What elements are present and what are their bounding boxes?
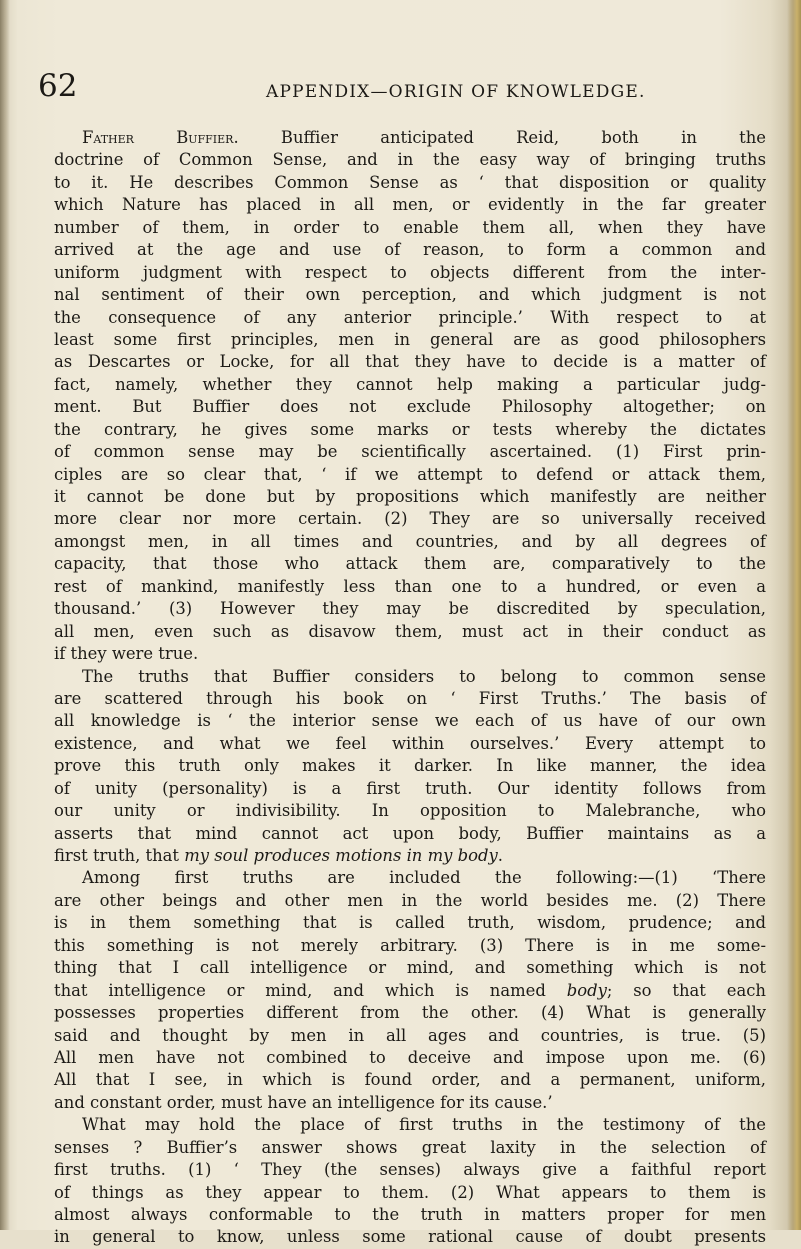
text-line: Among first truths are included the following:—(1) ‘There [82,868,766,888]
text-line: The truths that Buffier considers to belong to common sense [82,666,766,686]
text-line: Father Buffier. Buffier anticipated Reid, both in the [82,128,766,147]
running-head: APPENDIX—ORIGIN OF KNOWLEDGE. [266,82,646,102]
text-line: What may hold the place of first truths in the testimony of the [82,1115,766,1135]
text-line: that intelligence or mind, and which is named body; so that each [54,980,766,1000]
body-text [54,127,766,1249]
text-line: existence, and what we feel within ourselves.’ Every attempt to [54,733,766,753]
page-number: 62 [38,68,78,104]
text-line: arrived at the age and use of reason, to form a common and [54,240,766,260]
text-line: of common sense may be scientifically ascertained. (1) First prin- [54,442,766,462]
text-line: doctrine of Common Sense, and in the easy way of bringing truths [54,150,766,170]
text-line: number of them, in order to enable them all, when they have [54,217,766,237]
text-line: prove this truth only makes it darker. In like manner, the idea [54,756,766,776]
text-line: are other beings and other men in the world besides me. (2) There [54,890,766,910]
small-caps-heading: Father Buffier. [82,128,239,147]
text-line: as Descartes or Locke, for all that they have to decide is a matter of [54,352,766,372]
text-line: is in them something that is called truth, wisdom, prudence; and [54,913,766,933]
text-line: possesses properties different from the other. (4) What is generally [54,1003,766,1023]
page-edge [787,0,801,1230]
italic-phrase: my soul produces motions in my body [184,846,498,865]
text-line: asserts that mind cannot act upon body, Buffier maintains as a [54,823,766,843]
text-line: thing that I call intelligence or mind, and something which is not [54,958,766,978]
page-gutter-shadow [0,0,10,1230]
text-line: senses ? Buffier’s answer shows great laxity in the selection of [54,1137,766,1157]
text-line: ciples are so clear that, ‘ if we attempt to defend or attack them, [54,464,766,484]
text-line: said and thought by men in all ages and countries, is true. (5) [54,1025,766,1045]
text-line: all knowledge is ‘ the interior sense we each of us have of our own [54,711,766,731]
text-line: first truths. (1) ‘ They (the senses) always give a faithful report [54,1160,766,1180]
text-line: capacity, that those who attack them are, comparatively to the [54,554,766,574]
text-line: fact, namely, whether they cannot help making a particular judg- [54,374,766,394]
text-line: almost always conformable to the truth in matters proper for men [54,1205,766,1224]
text-line: amongst men, in all times and countries, and by all degrees of [54,531,766,551]
text-line: the consequence of any anterior principle.’ With respect to at [54,307,766,327]
text-line: more clear nor more certain. (2) They are so universally received [54,509,766,529]
text-line: it cannot be done but by propositions which manifestly are neither [54,487,766,506]
text-line: all men, even such as disavow them, must act in their conduct as [54,621,766,641]
text-line: in general to know, unless some rational cause of doubt presents [54,1227,766,1247]
text-line: the contrary, he gives some marks or tests whereby the dictates [54,419,766,439]
text-line: if they were true. [54,644,199,664]
text-line: nal sentiment of their own perception, and which judgment is not [54,285,766,305]
text-line: rest of mankind, manifestly less than one to a hundred, or even a [54,576,766,596]
text-line: of unity (personality) is a first truth. Our identity follows from [54,778,766,798]
text-line: of things as they appear to them. (2) What appears to them is [54,1182,766,1202]
text-line: thousand.’ (3) However they may be discredited by speculation, [54,599,766,619]
text-line: our unity or indivisibility. In opposition to Malebranche, who [54,801,766,821]
text-line: uniform judgment with respect to objects different from the inter- [54,262,766,282]
text-line: All men have not combined to deceive and impose upon me. (6) [54,1047,766,1067]
text-line: are scattered through his book on ‘ First Truths.’ The basis of [54,688,766,708]
text-line: and constant order, must have an intelligence for its cause.’ [54,1092,553,1112]
text-line: first truth, that my soul produces motions in my body. [54,846,503,865]
text-line: ment. But Buffier does not exclude Philosophy altogether; on [54,397,766,417]
text-line: least some first principles, men in general are as good philosophers [54,329,766,349]
text-line: to it. He describes Common Sense as ‘ that disposition or quality [54,172,766,192]
text-line: which Nature has placed in all men, or evidently in the far greater [54,195,766,215]
text-line: All that I see, in which is found order, and a permanent, uniform, [54,1070,766,1090]
italic-phrase: body [566,980,607,1000]
text-line: this something is not merely arbitrary. (3) There is in me some- [54,935,766,955]
